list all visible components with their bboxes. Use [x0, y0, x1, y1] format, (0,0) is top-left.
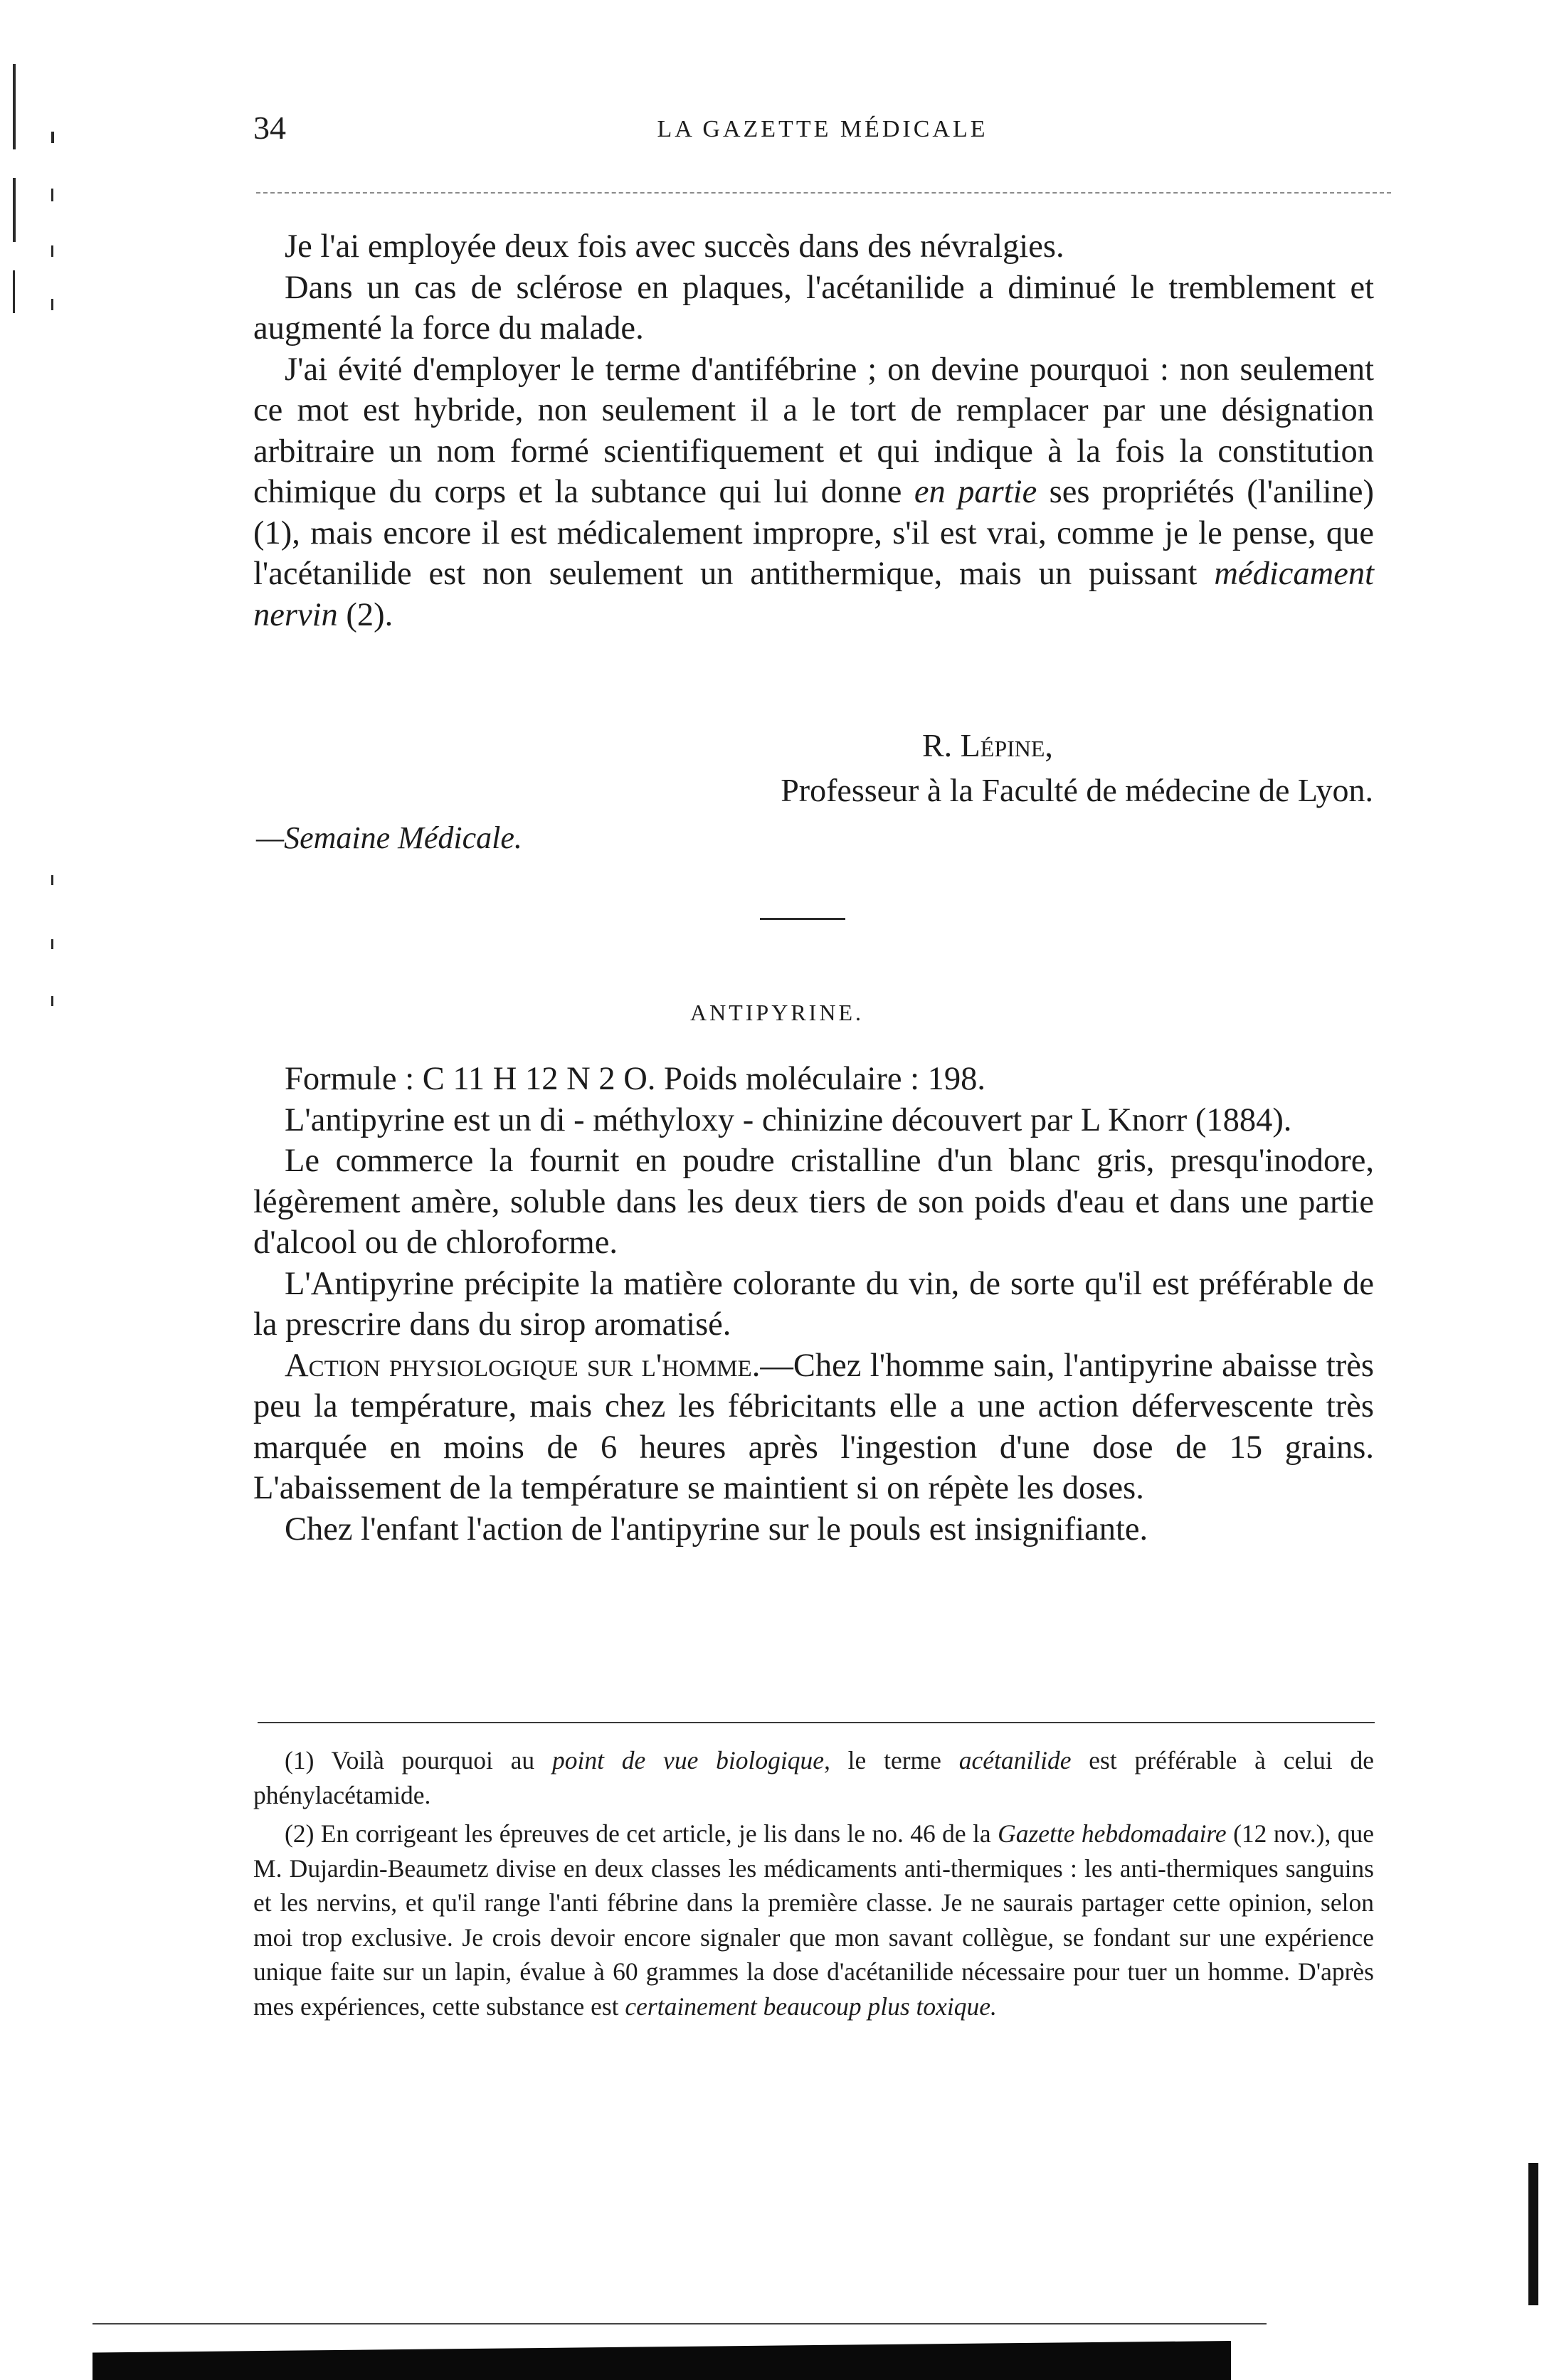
- source-citation: —Semaine Médicale.: [256, 820, 522, 855]
- paragraph: L'Antipyrine précipite la matière colorante du vin, de sorte qu'il est préférable de la prescrire dans du sirop aromatisé.: [253, 1265, 1374, 1343]
- scan-mark: [13, 270, 15, 313]
- text-segment: (12 nov.), que M. Dujardin-Beaumetz divise en deux classes les médicaments anti-thermiques : les anti-thermiques sanguins et les nervins, et qu'il range l'anti fébrine dans la première classe. Je ne saurais partager cette opinion, selon moi trop exclusive. Je crois devoir encore signaler que mon savant collègue, se fondant sur une expérience unique faite sur un lapin, évalue à 60 grammes la dose d'acétanilide nécessaire pour tuer un homme. D'après mes expériences, cette substance est: [253, 1819, 1374, 2021]
- italic-segment: Gazette hebdomadaire: [998, 1819, 1227, 1848]
- paragraph: Le commerce la fournit en poudre cristalline d'un blanc gris, presqu'inodore, légèrement amère, soluble dans les deux tiers de son poids d'eau et dans une partie d'alcool ou de chloroforme.: [253, 1143, 1374, 1261]
- scan-edge-line: [92, 2323, 1267, 2325]
- text-segment: (2) En corrigeant les épreuves de cet article, je lis dans le no. 46 de la: [285, 1819, 991, 1848]
- text-segment: (2).: [346, 596, 393, 633]
- scan-mark: [51, 299, 53, 310]
- italic-segment: médicament nervin: [253, 556, 1375, 633]
- article-antipyrine-body: [253, 1059, 1374, 1550]
- article-lepine-body: [253, 226, 1374, 635]
- footnote-1: [253, 1743, 1374, 1812]
- section-title: ANTIPYRINE.: [690, 1000, 864, 1025]
- footnote-2: [253, 1816, 1374, 2024]
- footnote-rule: [258, 1722, 1375, 1723]
- paragraph-action: [253, 1345, 1374, 1509]
- text-segment: est préférable à celui de phénylacétamide.: [253, 1746, 1375, 1809]
- footnotes: [253, 1743, 1374, 2028]
- text-segment: le terme: [847, 1746, 941, 1775]
- header-rule: [256, 192, 1391, 194]
- scan-mark: [13, 178, 16, 242]
- paragraph-formula: Formule : C 11 H 12 N 2 O. Poids moléculaire : 198.: [285, 1061, 986, 1097]
- paragraph-antifebrine: [253, 349, 1374, 636]
- author-affiliation: Professeur à la Faculté de médecine de Lyon.: [781, 772, 1373, 808]
- subheading: Action physiologique sur l'homme.: [285, 1347, 761, 1384]
- scan-mark: [51, 875, 53, 885]
- scan-mark: [13, 64, 16, 149]
- section-divider: [760, 918, 845, 920]
- author-signature: R. Lépine,: [922, 727, 1053, 763]
- scan-edge-shadow: [92, 2341, 1231, 2380]
- text-segment: ses propriétés (l'aniline) (1), mais encore il est médicalement impropre, s'il est vrai, comme je le pense, que l'acétanilide est non seulement un antithermique, mais un puissant: [253, 474, 1374, 592]
- scan-mark: [51, 245, 53, 257]
- running-title: LA GAZETTE MÉDICALE: [657, 116, 988, 142]
- text-segment: (1) Voilà pourquoi au: [285, 1746, 535, 1775]
- italic-segment: certainement beaucoup plus toxique.: [625, 1992, 997, 2021]
- scan-mark: [51, 132, 54, 143]
- paragraph: L'antipyrine est un di - méthyloxy - chinizine découvert par L Knorr (1884).: [285, 1101, 1292, 1138]
- running-header: [253, 107, 1392, 157]
- scan-edge-mark: [1528, 2163, 1538, 2305]
- italic-segment: point de vue biologique,: [551, 1746, 830, 1775]
- text-segment: —Chez l'homme sain, l'antipyrine abaisse très peu la température, mais chez les fébricitants elle a une action défervescente très marquée en moins de 6 heures après l'ingestion d'une dose de 15 grains. L'abaissement de la température se maintient si on répète les doses.: [253, 1347, 1374, 1506]
- italic-segment: en partie: [914, 474, 1037, 510]
- scan-mark: [51, 939, 53, 949]
- scan-mark: [51, 189, 53, 201]
- paragraph: Dans un cas de sclérose en plaques, l'acétanilide a diminué le tremblement et augmenté la force du malade.: [253, 269, 1374, 347]
- text-segment: J'ai évité d'employer le terme d'antifébrine ; on devine pourquoi : non seulement ce mot est hybride, non seulement il a le tort de remplacer par une désignation arbitraire un nom formé scientifiquement et qui indique à la fois la constitution chimique du corps et la subtance qui lui donne: [253, 351, 1374, 510]
- paragraph: Chez l'enfant l'action de l'antipyrine sur le pouls est insignifiante.: [285, 1511, 1148, 1548]
- paragraph: Je l'ai employée deux fois avec succès dans des névralgies.: [285, 228, 1064, 265]
- italic-segment: acétanilide: [958, 1746, 1072, 1775]
- page-number: 34: [253, 110, 286, 146]
